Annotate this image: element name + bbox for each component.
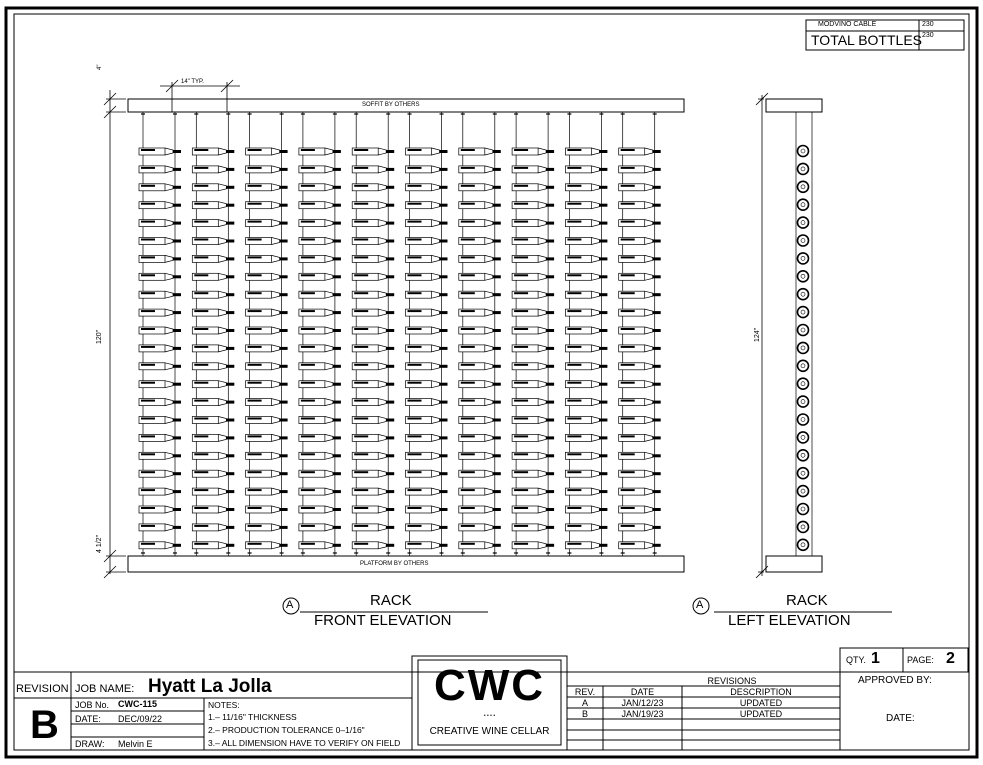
draw-label: DRAW:	[75, 739, 105, 749]
rack-column	[139, 112, 181, 556]
front-rack	[139, 112, 661, 556]
rack-column	[406, 112, 448, 556]
front-marker-letter: A	[286, 599, 294, 611]
rev-row-2-rev: B	[581, 709, 588, 719]
dim-typical-spacing: 14" TYP.	[181, 79, 204, 85]
bottle-end	[798, 432, 809, 443]
page-label: PAGE:	[907, 655, 934, 665]
dim-height: 120"	[96, 329, 103, 344]
bottle-end	[798, 521, 809, 532]
bottle-end	[798, 414, 809, 425]
soffit-label: SOFFIT BY OTHERS	[362, 102, 420, 108]
rev-row-2-desc: UPDATED	[739, 709, 783, 719]
bottle-end	[798, 163, 809, 174]
platform-label: PLATFORM BY OTHERS	[360, 561, 429, 567]
bottle-end	[798, 486, 809, 497]
side-platform-board	[766, 556, 822, 572]
bottle-end	[798, 468, 809, 479]
rack-column	[619, 112, 661, 556]
bottle-end	[798, 146, 809, 157]
job-no: CWC-115	[118, 699, 158, 709]
company-logo: CWC	[433, 661, 546, 710]
cable-label: MODVINO CABLE	[818, 21, 877, 28]
side-title-elevation: LEFT ELEVATION	[728, 612, 851, 629]
bottle-end	[798, 342, 809, 353]
bottle-end	[798, 360, 809, 371]
side-dim-height: 124"	[754, 327, 761, 342]
approved-date-label: DATE:	[886, 713, 915, 724]
total-bottles-label: TOTAL BOTTLES	[811, 32, 922, 48]
job-name-label: JOB NAME:	[75, 683, 135, 695]
rev-row-1-rev: A	[581, 698, 588, 708]
rev-header-desc: DESCRIPTION	[730, 687, 792, 697]
dim-top: 4"	[97, 64, 103, 70]
bottle-end	[798, 396, 809, 407]
revision-letter: B	[30, 703, 59, 747]
bottle-end	[798, 289, 809, 300]
side-marker-letter: A	[696, 599, 704, 611]
rev-header-date: DATE	[630, 687, 655, 697]
bottle-end	[798, 271, 809, 282]
cable-count: 230	[922, 21, 934, 28]
side-soffit-board	[766, 99, 822, 112]
drawer-name: Melvin E	[118, 739, 153, 749]
bottle-end	[798, 539, 809, 550]
bottle-end	[798, 253, 809, 264]
front-title-rack: RACK	[370, 592, 412, 609]
note-1: 1.– 11/16" THICKNESS	[208, 712, 297, 722]
page-value: 2	[946, 650, 955, 667]
qty-label: QTY.	[846, 655, 866, 665]
total-bottles-count: 230	[922, 32, 934, 39]
rack-column	[565, 112, 607, 556]
revision-label: REVISION	[16, 683, 69, 695]
bottle-end	[798, 450, 809, 461]
bottle-end	[798, 504, 809, 515]
rev-header-rev: REV.	[574, 687, 596, 697]
bottle-end	[798, 307, 809, 318]
rack-column	[299, 112, 341, 556]
job-name: Hyatt La Jolla	[148, 676, 272, 697]
side-rack	[796, 112, 812, 556]
qty-value: 1	[871, 650, 880, 667]
date-label: DATE:	[75, 714, 101, 724]
rack-column	[352, 112, 394, 556]
logo-dots: • • • •	[483, 713, 496, 719]
dim-bottom: 4 1/2"	[96, 534, 103, 553]
front-title-elevation: FRONT ELEVATION	[314, 612, 452, 629]
note-3: 3.– ALL DIMENSION HAVE TO VERIFY ON FIELD	[208, 738, 401, 748]
rack-column	[246, 112, 288, 556]
bottle-end	[798, 199, 809, 210]
rack-column	[459, 112, 501, 556]
date-value: DEC/09/22	[118, 714, 163, 724]
rack-column	[192, 112, 234, 556]
rev-row-2-date: JAN/19/23	[621, 709, 664, 719]
approved-by-label: APPROVED BY:	[858, 675, 932, 686]
bottle-end	[798, 181, 809, 192]
rev-row-1-date: JAN/12/23	[621, 698, 664, 708]
job-no-label: JOB No.	[75, 700, 110, 710]
rack-column	[512, 112, 554, 556]
company-name: CREATIVE WINE CELLAR	[429, 726, 550, 737]
notes-title: NOTES:	[208, 700, 240, 710]
bottle-end	[798, 235, 809, 246]
bottle-end	[798, 217, 809, 228]
side-title-rack: RACK	[786, 592, 828, 609]
bottle-end	[798, 325, 809, 336]
rev-row-1-desc: UPDATED	[739, 698, 783, 708]
revisions-title: REVISIONS	[707, 676, 757, 686]
note-2: 2.– PRODUCTION TOLERANCE 0–1/16"	[208, 725, 365, 735]
bottle-end	[798, 378, 809, 389]
